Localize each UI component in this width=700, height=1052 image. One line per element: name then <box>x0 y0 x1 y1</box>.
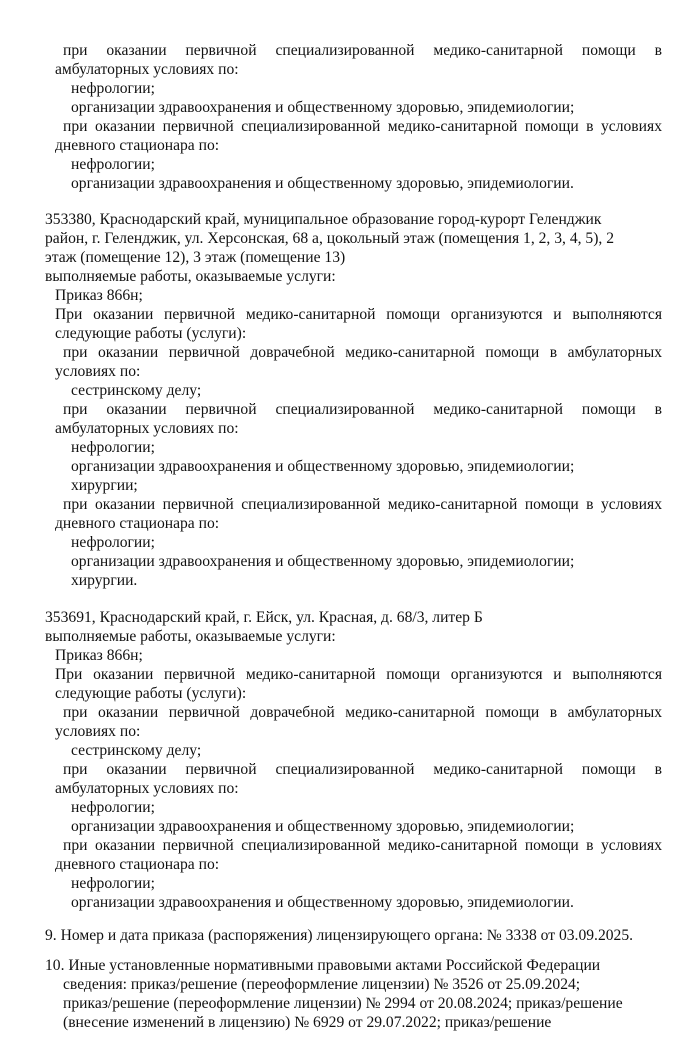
amb-spec-intro-line-1: при оказании первичной специализированной медико-санитарной помощи в <box>63 42 662 59</box>
address-line: 353380, Краснодарский край, муниципальное образование город-курорт Геленджик <box>45 211 602 228</box>
list-item: организации здравоохранения и общественному здоровью, эпидемиологии. <box>71 894 574 911</box>
list-item: нефрологии; <box>71 80 155 97</box>
day-spec-intro-line-1: при оказании первичной специализированной медико-санитарной помощи в условиях <box>63 496 662 513</box>
list-item: сестринскому делу; <box>71 382 202 399</box>
amb-prem-intro-line-1: при оказании первичной доврачебной медико-санитарной помощи в амбулаторных <box>63 344 662 361</box>
address-line: район, г. Геленджик, ул. Херсонская, 68 а, цокольный этаж (помещения 1, 2, 3, 4, 5), 2 <box>45 230 614 247</box>
day-spec-intro-line-2: дневного стационара по: <box>55 137 220 154</box>
list-item: нефрологии; <box>71 439 155 456</box>
works-label: выполняемые работы, оказываемые услуги: <box>45 628 336 645</box>
day-spec-intro-line-2: дневного стационара по: <box>55 515 220 532</box>
list-item: хирургии; <box>71 477 138 494</box>
item-10-line: сведения: приказ/решение (переоформление лицензии) № 3526 от 25.09.2024; <box>63 976 581 993</box>
amb-prem-intro-line-2: условиях по: <box>55 363 141 380</box>
list-item: нефрологии; <box>71 799 155 816</box>
list-item: нефрологии; <box>71 875 155 892</box>
organized-line-1: При оказании первичной медико-санитарной помощи организуются и выполняются <box>55 666 662 683</box>
day-spec-intro-line-2: дневного стационара по: <box>55 856 220 873</box>
works-label: выполняемые работы, оказываемые услуги: <box>45 268 336 285</box>
list-item: нефрологии; <box>71 534 155 551</box>
organized-line-2: следующие работы (услуги): <box>55 685 247 702</box>
item-10-line: приказ/решение (переоформление лицензии) № 2994 от 20.08.2024; приказ/решение <box>63 995 623 1012</box>
list-item: сестринскому делу; <box>71 742 202 759</box>
day-spec-intro-line-1: при оказании первичной специализированной медико-санитарной помощи в условиях <box>63 118 662 135</box>
list-item: организации здравоохранения и общественному здоровью, эпидемиологии. <box>71 175 574 192</box>
list-item: хирургии. <box>71 572 138 589</box>
item-10-line: 10. Иные установленные нормативными правовыми актами Российской Федерации <box>45 957 601 974</box>
list-item: организации здравоохранения и общественному здоровью, эпидемиологии; <box>71 458 575 475</box>
address-line: 353691, Краснодарский край, г. Ейск, ул. Красная, д. 68/3, литер Б <box>45 609 483 626</box>
list-item: организации здравоохранения и общественному здоровью, эпидемиологии; <box>71 553 575 570</box>
organized-line-2: следующие работы (услуги): <box>55 325 247 342</box>
item-9-order-number: 9. Номер и дата приказа (распоряжения) лицензирующего органа: № 3338 от 03.09.2025. <box>45 927 634 944</box>
address-line: этаж (помещение 12), 3 этаж (помещение 13) <box>45 249 346 266</box>
order-ref: Приказ 866н; <box>55 287 143 304</box>
list-item: организации здравоохранения и общественному здоровью, эпидемиологии; <box>71 818 575 835</box>
amb-prem-intro-line-1: при оказании первичной доврачебной медико-санитарной помощи в амбулаторных <box>63 704 662 721</box>
order-ref: Приказ 866н; <box>55 647 143 664</box>
amb-prem-intro-line-2: условиях по: <box>55 723 141 740</box>
list-item: нефрологии; <box>71 156 155 173</box>
amb-spec-intro-line-2: амбулаторных условиях по: <box>55 61 239 78</box>
amb-spec-intro-line-2: амбулаторных условиях по: <box>55 420 239 437</box>
organized-line-1: При оказании первичной медико-санитарной помощи организуются и выполняются <box>55 306 662 323</box>
day-spec-intro-line-1: при оказании первичной специализированной медико-санитарной помощи в условиях <box>63 837 662 854</box>
amb-spec-intro-line-1: при оказании первичной специализированной медико-санитарной помощи в <box>63 761 662 778</box>
item-10-line: (внесение изменений в лицензию) № 6929 от 29.07.2022; приказ/решение <box>63 1014 552 1031</box>
amb-spec-intro-line-2: амбулаторных условиях по: <box>55 780 239 797</box>
amb-spec-intro-line-1: при оказании первичной специализированной медико-санитарной помощи в <box>63 401 662 418</box>
list-item: организации здравоохранения и общественному здоровью, эпидемиологии; <box>71 99 575 116</box>
